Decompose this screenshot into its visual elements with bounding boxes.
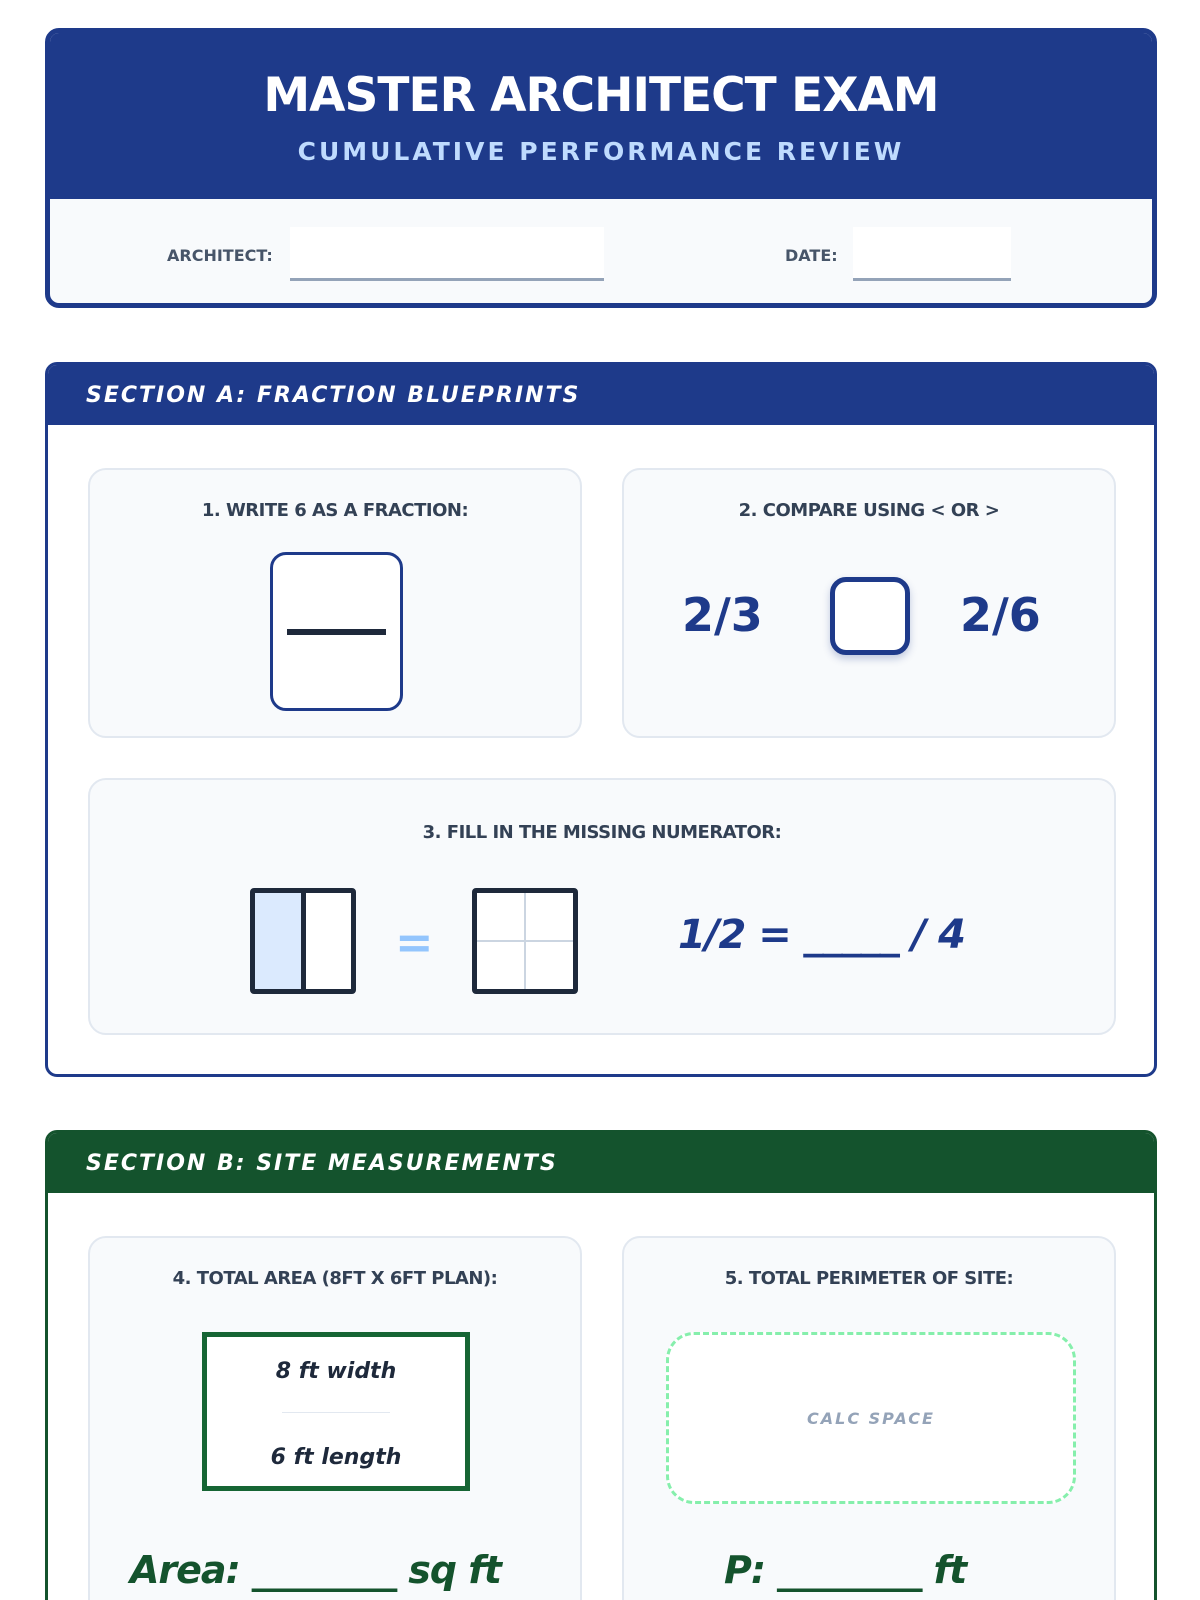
plan-length-label: 6 ft length (270, 1445, 402, 1470)
quarter-horizontal-line (477, 940, 573, 942)
calc-space-area[interactable]: CALC SPACE (666, 1332, 1076, 1504)
question-4-label: 4. TOTAL AREA (8FT X 6FT PLAN): (172, 1268, 498, 1289)
question-2-card (622, 468, 1116, 738)
compare-right-fraction: 2/6 (960, 588, 1041, 642)
shaded-half (255, 893, 303, 989)
question-3-card (88, 778, 1116, 1035)
section-a-title: SECTION A: FRACTION BLUEPRINTS (48, 365, 1154, 425)
date-label: DATE: (785, 246, 838, 265)
date-input[interactable] (853, 227, 1011, 281)
question-5-label: 5. TOTAL PERIMETER OF SITE: (724, 1268, 1014, 1289)
half-fraction-model (250, 888, 356, 994)
floor-plan-rectangle (202, 1332, 470, 1491)
exam-subtitle: CUMULATIVE PERFORMANCE REVIEW (297, 137, 905, 166)
section-b (45, 1130, 1157, 1600)
architect-input[interactable] (290, 227, 604, 281)
plan-separator (282, 1412, 390, 1413)
area-answer-line[interactable]: Area: ________ sq ft (130, 1548, 501, 1592)
header-fields (50, 199, 1152, 308)
question-3-label: 3. FILL IN THE MISSING NUMERATOR: (422, 822, 782, 843)
compare-left-fraction: 2/3 (682, 588, 763, 642)
question-2-label: 2. COMPARE USING < OR > (738, 500, 1000, 521)
plan-width-label: 8 ft width (275, 1359, 397, 1384)
quarter-fraction-model (472, 888, 578, 994)
exam-title: MASTER ARCHITECT EXAM (263, 68, 939, 123)
half-divider (301, 893, 306, 989)
architect-label: ARCHITECT: (167, 246, 273, 265)
exam-header (45, 28, 1157, 308)
section-b-title: SECTION B: SITE MEASUREMENTS (48, 1133, 1154, 1193)
fraction-answer-box[interactable] (270, 552, 403, 711)
compare-answer-box[interactable] (830, 577, 910, 655)
equals-sign: = (395, 915, 434, 969)
perimeter-answer-line[interactable]: P: ________ ft (724, 1548, 967, 1592)
question-5-card (622, 1236, 1116, 1600)
question-4-card (88, 1236, 582, 1600)
section-a (45, 362, 1157, 1077)
fraction-bar (287, 629, 386, 635)
question-1-label: 1. WRITE 6 AS A FRACTION: (201, 500, 469, 521)
missing-numerator-equation: 1/2 = _____ / 4 (678, 912, 965, 958)
question-1-card (88, 468, 582, 738)
header-banner (50, 33, 1152, 199)
